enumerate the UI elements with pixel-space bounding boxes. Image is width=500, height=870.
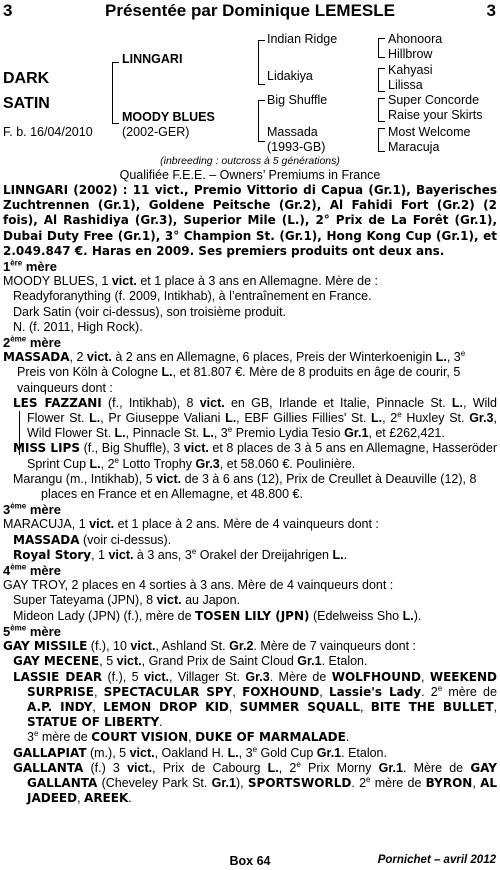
ggs-6: Raise your Skirts (388, 108, 483, 122)
dam-2-line: MASSADA, 2 vict. à 2 ans en Allemagne, 6 places, Preis der Winterkoenigin L., 3e Preis von Köln à Cologne L., et 81.807 €. Mère de 8 produits en âge de courir, 5 vainqueurs dont : (3, 349, 466, 395)
ggs-5: Super Concorde (388, 93, 480, 107)
grandsire-3: Big Shuffle (267, 93, 328, 107)
grandsire-2: Lidakiya (267, 69, 313, 83)
produce-line: N. (f. 2011, High Rock). (13, 319, 143, 334)
dam-3-line: MARACUJA, 1 vict. et 1 place à 2 ans. Mère de 4 vainqueurs dont : (3, 517, 379, 532)
ggs-8: Maracuja (388, 140, 440, 154)
horse-details: F. b. 16/04/2010 (3, 125, 93, 139)
lot-number-left: 3 (3, 1, 13, 20)
progeny-block-fazzani (3, 396, 497, 442)
page-title: Présentée par Dominique LEMESLE (104, 1, 395, 20)
progeny-gallapiat: GALLAPIAT (m.), 5 vict., Oakland H. L., 3e Gold Cup Gr.1. Etalon. (13, 744, 387, 760)
progeny-super-tateyama: Super Tateyama (JPN), 8 vict. au Japon. (13, 593, 240, 608)
dam-5-line: GAY MISSILE (f.), 10 vict., Ashland St. Gr.2. Mère de 7 vainqueurs dont : (3, 639, 417, 654)
grandsire-1: Indian Ridge (267, 32, 338, 46)
grandsire-4-info: (1993-GB) (267, 140, 326, 154)
inbreeding-note: (inbreeding : outcross à 5 générations) (160, 155, 340, 167)
progeny-royal-story: Royal Story, 1 vict. à 3 ans, 3e Orakel der Dreijahrigen L.. (13, 546, 348, 562)
ggs-7: Most Welcome (388, 125, 471, 139)
box-number: Box 64 (229, 854, 271, 868)
sale-event: Pornichet – avril 2012 (377, 854, 496, 866)
section-title-2: 2ème mère (3, 334, 61, 351)
ggs-4: Lilissa (388, 78, 423, 92)
produce-line: Dark Satin (voir ci-dessus), son troisième produit. (13, 304, 287, 319)
progeny-mideon-lady: Mideon Lady (JPN) (f.), mère de TOSEN LILY (JPN) (Edelweiss Sho L.). (13, 608, 422, 623)
sire-record: LINNGARI (2002) : 11 vict., Premio Vittorio di Capua (Gr.1), Bayerisches Zuchtrennen (Gr.1), Goldene Peitsche (Gr.2), Al Fahidi Fort (Gr.2) (2 fois), Al Rashidiya (Gr.3), Superior Mile (L.), 2° Prix de La Forêt (Gr.1), Dubai Duty Free (Gr.1), 3° Champion St. (Gr.1), Hong Kong Cup (Gr.1), et 2.049.847 €. Haras en 2009. Ses premiers produits ont deux ans. (3, 183, 497, 258)
dam-4-line: GAY TROY, 2 places en 4 sorties à 3 ans. Mère de 4 vainqueurs dont : (3, 578, 394, 593)
horse-name-line2: SATIN (3, 95, 50, 112)
horse-name-line1: DARK (3, 70, 50, 87)
sire-paragraph (3, 183, 497, 259)
progeny-lassie-dear: LASSIE DEAR (f.), 5 vict., Villager St. Gr.3. Mère de WOLFHOUND, WEEKEND SURPRISE, SPECTACULAR SPY, FOXHOUND, Lassie's Lady. 2e mère de A.P. INDY, LEMON DROP KID, SUMMER SQUALL, BITE THE BULLET, STATUE OF LIBERTY. (13, 669, 497, 730)
progeny-miss-lips: MISS LIPS (f., Big Shuffle), 3 vict. et 8 places de 3 à 5 ans en Allemagne, Hasseröder Sprint Cup L., 2e Lotto Trophy Gr.3, et 58.060 €. Poulinière. (13, 441, 497, 471)
produce-line: Readyforanything (f. 2009, Intikhab), à l’entraînement en France. (13, 289, 372, 304)
pedigree-bracket-ggs3 (378, 98, 385, 122)
pedigree-bracket-ggs2 (378, 68, 385, 92)
qualification-note: Qualifiée F.E.E. – Owners’ Premiums in France (119, 168, 381, 182)
progeny-gallanta: GALLANTA (f.) 3 vict., Prix de Cabourg L., 2e Prix Morny Gr.1. Mère de GAY GALLANTA (Cheveley Park St. Gr.1), SPORTSWORLD. 2e mère de BYRON, AL JADEED, AREEK. (13, 759, 498, 806)
ggs-1: Ahonoora (388, 32, 443, 46)
progeny-massada: MASSADA (voir ci-dessus). (13, 532, 172, 547)
catalogue-body (3, 183, 497, 806)
dam-name: MOODY BLUES (122, 110, 215, 124)
progeny-lassie-dear-2: 3e mère de COURT VISION, DUKE OF MARMALADE. (27, 729, 350, 745)
progeny-vertical-rule (19, 411, 20, 455)
lot-number-right: 3 (486, 1, 496, 20)
section-title-1: 1ère mère (3, 258, 57, 275)
ggs-3: Kahyasi (388, 63, 433, 77)
sire-name: LINNGARI (122, 52, 183, 66)
ggs-2: Hillbrow (388, 47, 433, 61)
section-title-4: 4ème mère (3, 562, 61, 579)
progeny-les-fazzani: LES FAZZANI (f., Intikhab), 8 vict. en GB, Irlande et Italie, Pinnacle St. L., Wild Flower St. L., Pr Giuseppe Valiani L., EBF Gillies Fillies' St. L., 2e Huxley St. Gr.3, Wild Flower St. L., Pinnacle St. L., 3e Premio Lydia Tesio Gr.1, et £262,421. (13, 395, 498, 441)
pedigree-bracket-ggs1 (378, 38, 385, 58)
section-title-5: 5ème mère (3, 623, 61, 639)
pedigree-bracket-gs4 (258, 125, 265, 142)
progeny-marangu: Marangu (m., Intikhab), 5 vict. de 3 à 6 ans (12), Prix de Creullet à Deauville (12), 8 places en France et en Allemagne, et 48.800 €. (13, 471, 477, 502)
dam-info: (2002-GER) (122, 125, 190, 139)
dam-1-line: MOODY BLUES, 1 vict. et 1 place à 3 ans en Allemagne. Mère de : (3, 274, 378, 289)
progeny-gay-mecene: GAY MECENE, 5 vict., Grand Prix de Saint Cloud Gr.1. Etalon. (13, 654, 368, 669)
pedigree-bracket-ggs4 (378, 128, 385, 152)
section-title-3: 3ème mère (3, 501, 61, 518)
pedigree-bracket-gs2 (258, 62, 265, 85)
grandsire-4: Massada (267, 125, 318, 139)
pedigree-bracket-dam (112, 95, 119, 124)
